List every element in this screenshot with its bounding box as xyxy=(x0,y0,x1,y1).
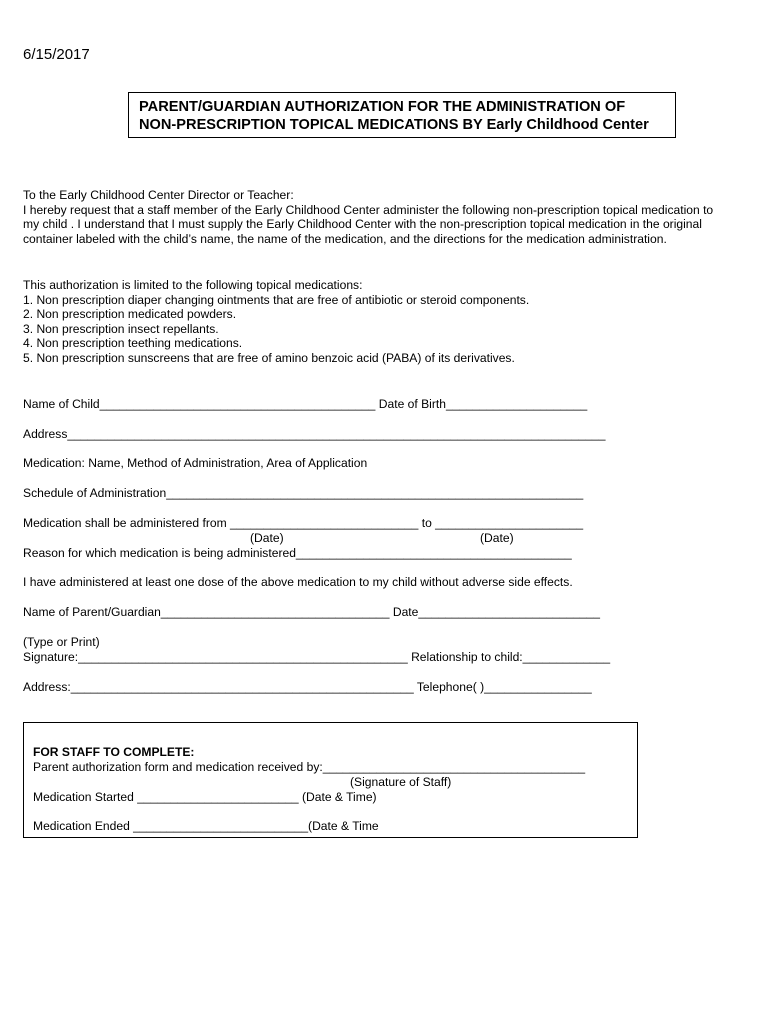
staff-signature-label: (Signature of Staff) xyxy=(350,775,452,789)
form-title-box xyxy=(128,92,676,138)
staff-heading: FOR STAFF TO COMPLETE: xyxy=(33,745,195,759)
list-item: 2. Non prescription medicated powders. xyxy=(23,307,237,322)
schedule-field[interactable]: Schedule of Administration______________________________________________________________ xyxy=(23,486,584,500)
salutation: To the Early Childhood Center Director or Teacher: xyxy=(23,188,294,202)
list-item: 5. Non prescription sunscreens that are free of amino benzoic acid (PABA) of its derivatives. xyxy=(23,350,515,365)
list-item: 4. Non prescription teething medications. xyxy=(23,336,243,351)
address-field[interactable]: Address________________________________________________________________________________ xyxy=(23,427,606,441)
list-item: 1. Non prescription diaper changing ointments that are free of antibiotic or steroid components. xyxy=(23,292,530,307)
received-by-field[interactable]: Parent authorization form and medication received by:_______________________________________ xyxy=(33,760,586,774)
date-label: (Date) xyxy=(480,531,514,545)
parent-name-field[interactable]: Name of Parent/Guardian__________________________________ Date___________________________ xyxy=(23,605,600,619)
intro-line-1: I hereby request that a staff member of the Early Childhood Center administer the following non-prescription topical medication to xyxy=(23,202,714,217)
intro-paragraph xyxy=(23,188,753,246)
authorization-heading: This authorization is limited to the following topical medications: xyxy=(23,278,363,292)
medication-started-field[interactable]: Medication Started ________________________ (Date & Time) xyxy=(33,790,377,804)
authorization-list xyxy=(23,278,753,366)
list-item: 3. Non prescription insect repellants. xyxy=(23,321,219,336)
name-of-child-field[interactable]: Name of Child_________________________________________ Date of Birth_____________________ xyxy=(23,397,588,411)
administered-from-field[interactable]: Medication shall be administered from ____________________________ to ______________________ xyxy=(23,516,584,530)
reason-field[interactable]: Reason for which medication is being administered_________________________________________ xyxy=(23,546,572,560)
form-title-line-1: PARENT/GUARDIAN AUTHORIZATION FOR THE ADMINISTRATION OF xyxy=(139,99,626,115)
date-label: (Date) xyxy=(250,531,284,545)
type-or-print-label: (Type or Print) xyxy=(23,635,100,649)
staff-section xyxy=(23,722,638,838)
form-title-line-2: NON-PRESCRIPTION TOPICAL MEDICATIONS BY Early Childhood Center xyxy=(139,117,649,133)
intro-line-2: my child . I understand that I must supply the Early Childhood Center with the non-prescription topical medication in the original xyxy=(23,217,702,232)
signature-field[interactable]: Signature:_________________________________________________ Relationship to child:_____________ xyxy=(23,650,611,664)
medication-ended-field[interactable]: Medication Ended __________________________(Date & Time xyxy=(33,819,379,833)
intro-line-3: container labeled with the child’s name, the name of the medication, and the directions for the medication administration. xyxy=(23,231,667,246)
address2-field[interactable]: Address:___________________________________________________ Telephone( )________________ xyxy=(23,680,592,694)
form-date: 6/15/2017 xyxy=(23,46,90,63)
medication-field: Medication: Name, Method of Administration, Area of Application xyxy=(23,456,368,470)
adverse-statement: I have administered at least one dose of the above medication to my child without adverse side effects. xyxy=(23,575,573,589)
